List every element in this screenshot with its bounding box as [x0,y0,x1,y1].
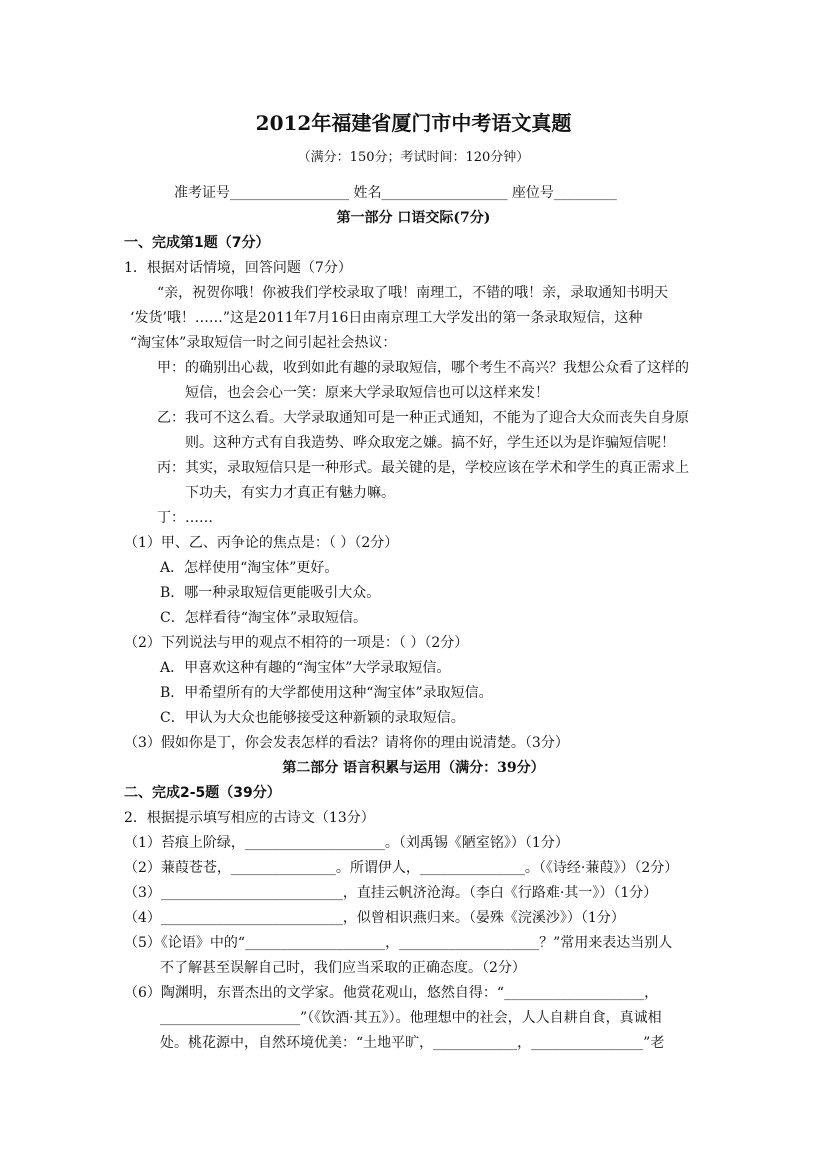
page-title: 2012年福建省厦门市中考语文真题 [255,111,572,135]
passage-line: “亲，祝贺你哦！你被我们学校录取了哦！南理工，不错的哦！亲，录取通知书明天 [157,285,669,301]
fill-item: （1）苔痕上阶绿，____________________。（刘禹锡《陋室铭》）（1分） [124,835,569,851]
exam-info: （满分：150分；考试时间：120分钟） [297,150,530,165]
speaker-yi: 乙：我可不这么看。大学录取通知可是一种正式通知，不能为了迎合大众而丧失自身原 [157,410,689,426]
sub-question-1: （1）甲、乙、丙争论的焦点是：（ ）（2分） [124,535,399,551]
part2-heading: 第二部分 语言积累与运用（满分：39分） [282,760,545,776]
speaker-yi-cont: 则。这种方式有自我造势、哗众取宠之嫌。搞不好，学生还以为是诈骗短信呢！ [185,435,675,451]
fill-item-cont: ____________________”（《饮酒·其五》）。他理想中的社会，人人自耕自食，真诚相 [160,1010,662,1026]
sub-question-3: （3）假如你是丁，你会发表怎样的看法？请将你的理由说清楚。（3分） [124,735,569,751]
option-c: C．甲认为大众也能够接受这种新颖的录取短信。 [160,710,465,726]
option-b: B．甲希望所有的大学都使用这种“淘宝体”录取短信。 [160,685,493,701]
fill-item: （3）__________________________，直挂云帆济沧海。（李白《行路难·其一》）（1分） [124,885,658,901]
sub-question-2: （2）下列说法与甲的观点不相符的一项是：（ ）（2分） [124,635,469,651]
question-1: 1．根据对话情境，回答问题（7分） [124,260,352,276]
option-a: A．甲喜欢这种有趣的“淘宝体”大学录取短信。 [160,660,451,676]
speaker-bing: 丙：其实，录取短信只是一种形式。最关键的是，学校应该在学术和学生的真正需求上 [157,460,689,476]
option-b: B．哪一种录取短信更能吸引大众。 [160,585,381,601]
section-two: 二、完成2-5题（39分） [124,785,281,801]
fill-item: （2）蒹葭苍苍，_______________。所谓伊人，_______________。（《诗经·蒹葭》）（2分） [124,860,679,876]
option-c: C．怎样看待“淘宝体”录取短信。 [160,610,368,626]
question-2: 2．根据提示填写相应的古诗文（13分） [124,810,375,826]
speaker-ding: 丁：…… [157,510,213,526]
section-one: 一、完成第1题（7分） [124,235,270,251]
fill-item: （6）陶渊明，东晋杰出的文学家。他赏花观山，悠然自得：“____________________， [124,985,659,1001]
candidate-id-line: 准考证号_________________ 姓名__________________ 座位号_________ [174,185,617,201]
part1-heading: 第一部分 口语交际(7分) [336,210,491,226]
speaker-bing-cont: 下功夫，有实力才真正有魅力嘛。 [185,485,395,501]
fill-item: （5）《论语》中的“____________________，____________________？”常用来表达当别人 [124,935,673,951]
speaker-jia: 甲：的确别出心裁，收到如此有趣的录取短信，哪个考生不高兴？我想公众看了这样的 [157,360,689,376]
option-a: A．怎样使用“淘宝体”更好。 [160,560,339,576]
speaker-jia-cont: 短信，也会会心一笑：原来大学录取短信也可以这样来发！ [185,385,549,401]
fill-item: （4）__________________________，似曾相识燕归来。（晏殊《浣溪沙》）（1分） [124,910,625,926]
passage-line: “淘宝体”录取短信一时之间引起社会热议： [130,335,397,351]
fill-item-cont: 不了解甚至误解自己时，我们应当采取的正确态度。（2分） [160,960,526,976]
passage-line: ‘发货’哦！……”这是2011年7月16日由南京理工大学发出的第一条录取短信，这种 [130,310,643,326]
fill-item-cont: 处。桃花源中，自然环境优美：“土地平旷，____________，________________”老 [160,1035,665,1051]
